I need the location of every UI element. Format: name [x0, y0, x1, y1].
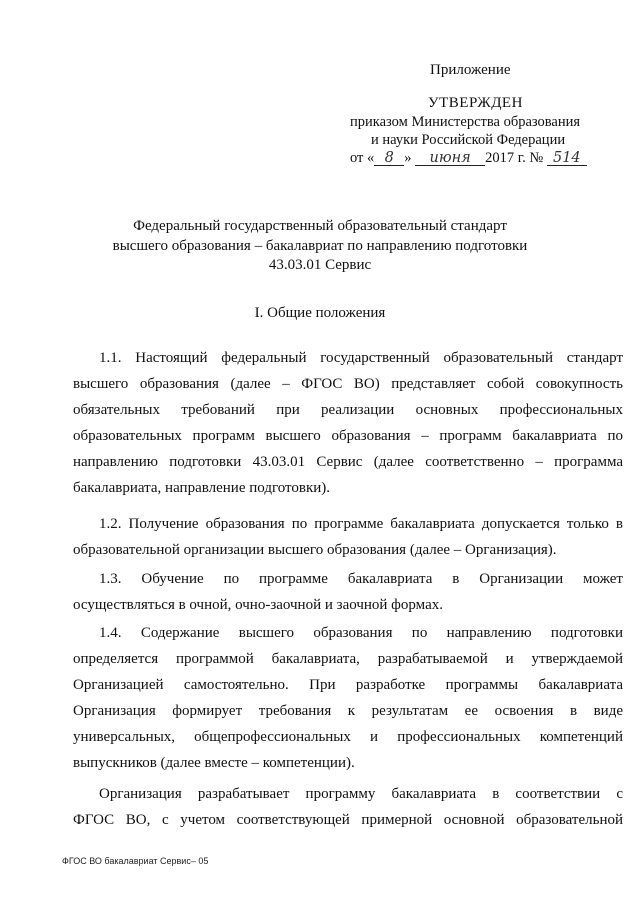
paragraph-line: Организация разрабатывает программу бакалавриата в соответствии с — [99, 786, 623, 802]
paragraph-1-4 — [73, 620, 623, 776]
paragraph-line: ФГОС ВО, с учетом соответствующей примерной основной образовательной — [73, 812, 623, 828]
order-line-1: приказом Министерства образования — [350, 114, 581, 130]
paragraph-line: бакалавриата, направление подготовки). — [73, 480, 331, 496]
paragraph-line: образовательных программ высшего образования – программ бакалавриата по — [73, 428, 623, 444]
paragraph-1-3 — [73, 566, 623, 618]
paragraph-continuation — [73, 781, 623, 833]
paragraph-line: направлению подготовки 43.03.01 Сервис (далее соответственно – программа — [73, 454, 623, 470]
paragraph-line: высшего образования (далее – ФГОС ВО) представляет собой совокупность — [73, 376, 623, 392]
standard-title-line-3: 43.03.01 Сервис — [268, 257, 372, 273]
paragraph-line: 1.2. Получение образования по программе бакалавриата допускается только в — [99, 516, 623, 532]
order-year: 2017 г. № — [485, 150, 544, 166]
paragraph-line: Организация формирует требования к результатам ее освоения в виде — [73, 703, 623, 719]
order-day: 8 — [374, 151, 404, 166]
paragraph-line: образовательной организации высшего образования (далее – Организация). — [73, 542, 557, 558]
paragraph-line: выпускников (далее вместе – компетенции). — [73, 755, 355, 771]
paragraph-line: универсальных, общепрофессиональных и профессиональных компетенций — [73, 729, 623, 745]
paragraph-line: определяется программой бакалавриата, разрабатываемой и утверждаемой — [73, 651, 623, 667]
standard-title-line-2: высшего образования – бакалавриат по направлению подготовки — [112, 238, 528, 254]
order-line-2: и науки Российской Федерации — [371, 132, 566, 148]
appendix-label: Приложение — [430, 62, 511, 78]
paragraph-1-2 — [73, 511, 623, 563]
order-date-line — [350, 150, 587, 167]
order-prefix: от « — [350, 150, 375, 166]
section-heading: I. Общие положения — [254, 305, 386, 321]
order-mid: » — [404, 150, 412, 166]
paragraph-line: 1.3. Обучение по программе бакалавриата в Организации может — [99, 571, 623, 587]
paragraph-line: Организацией самостоятельно. При разработке программы бакалавриата — [73, 677, 623, 693]
paragraph-line: обязательных требований при реализации основных профессиональных — [73, 402, 623, 418]
page-footer: ФГОС ВО бакалавриат Сервис– 05 — [62, 856, 209, 866]
standard-title-line-1: Федеральный государственный образовательный стандарт — [133, 218, 507, 234]
paragraph-line: 1.4. Содержание высшего образования по направлению подготовки — [99, 625, 623, 641]
paragraph-line: 1.1. Настоящий федеральный государственный образовательный стандарт — [99, 350, 623, 366]
paragraph-line: осуществляться в очной, очно-заочной и заочной формах. — [73, 597, 443, 613]
paragraph-1-1 — [73, 345, 623, 501]
order-number: 514 — [547, 151, 587, 166]
order-month: июня — [415, 151, 485, 166]
approved-label: УТВЕРЖДЕН — [428, 95, 523, 111]
